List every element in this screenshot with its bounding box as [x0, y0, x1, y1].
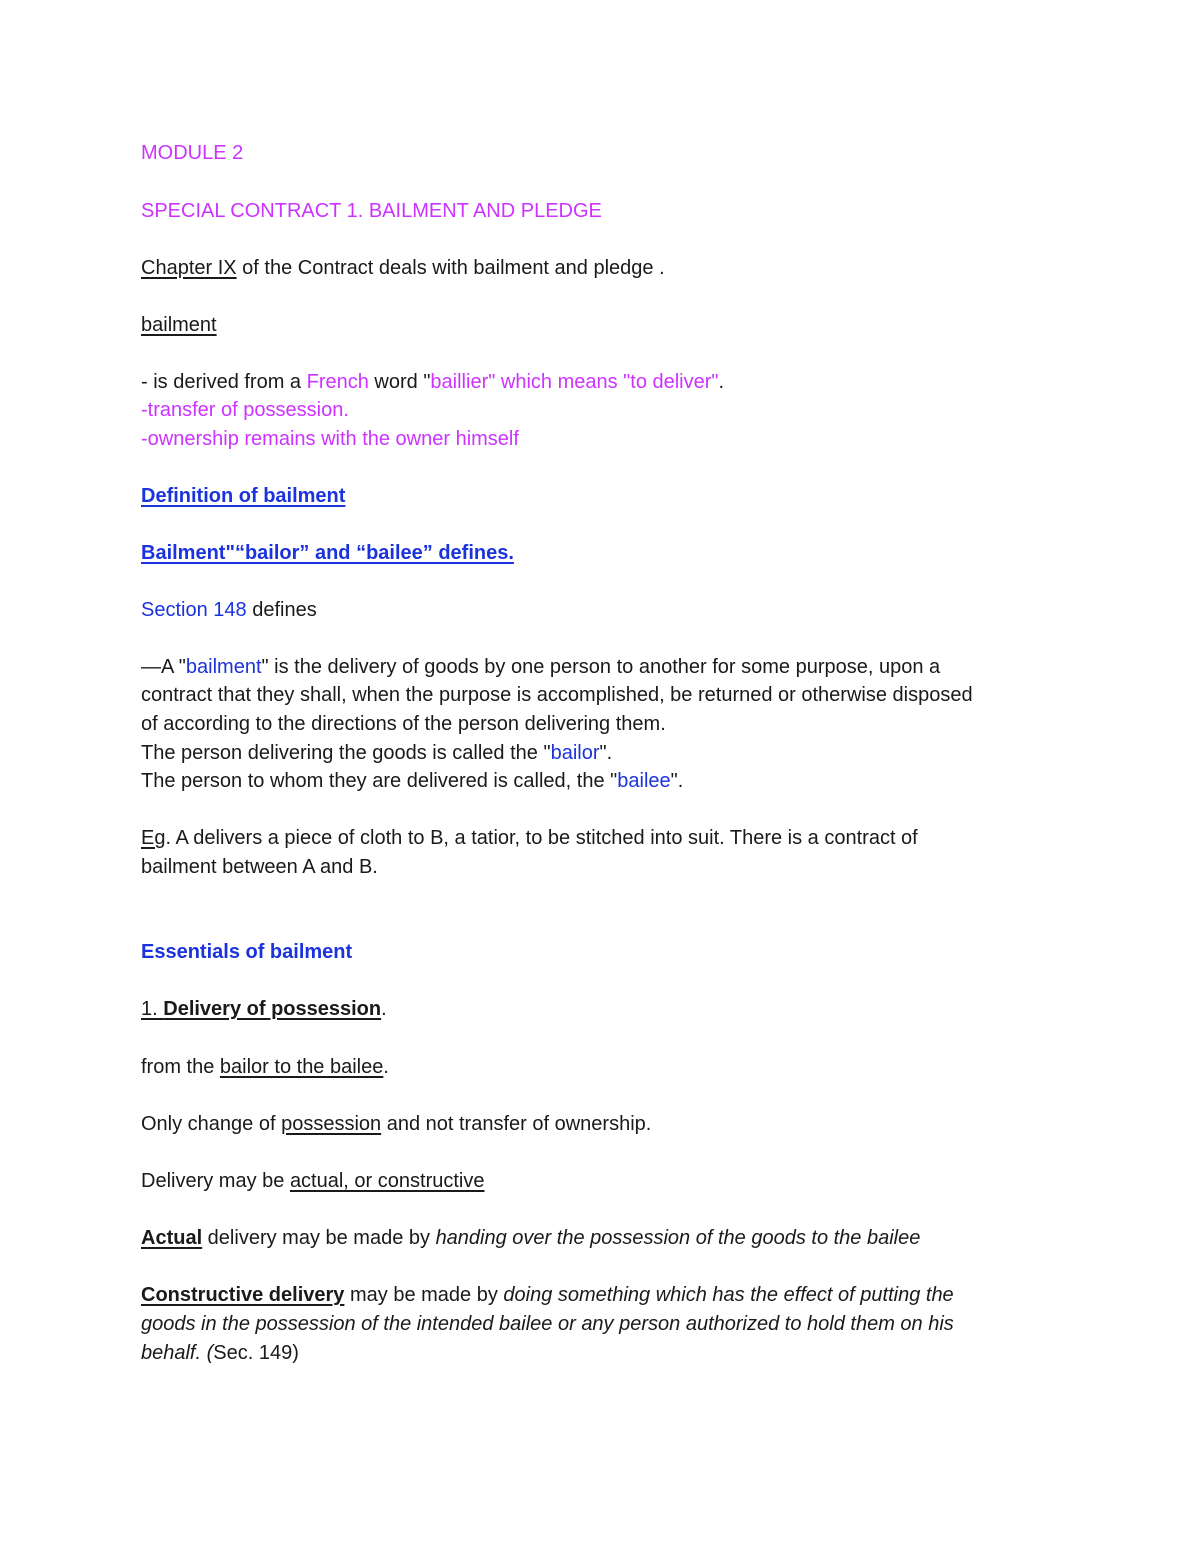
bailor-text: The person delivering the goods is called the " — [141, 742, 551, 764]
derivation-text: - is derived from a — [141, 371, 307, 393]
bailor-line — [141, 739, 612, 767]
example-text: . A delivers a piece of cloth to B, a tatior, to be stitched into suit. There is a contract of — [165, 827, 918, 849]
transfer-line: -transfer of possession. — [141, 399, 349, 421]
definition-text: —A " — [141, 656, 186, 678]
module-title: MODULE 2 — [141, 142, 244, 164]
from-line — [141, 1053, 389, 1081]
only-change-line — [141, 1110, 651, 1138]
actual-text: delivery may be made by — [202, 1227, 436, 1249]
delivery-may-line — [141, 1167, 484, 1195]
definition-heading: Definition of bailment — [141, 485, 346, 507]
section-text: defines — [246, 599, 317, 621]
special-contract-title: SPECIAL CONTRACT 1. BAILMENT AND PLEDGE — [141, 200, 602, 222]
essentials-heading: Essentials of bailment — [141, 941, 353, 963]
definition-line-2: contract that they shall, when the purpose is accomplished, be returned or otherwise disposed — [141, 684, 973, 706]
from-text: from the — [141, 1056, 220, 1078]
delivery-types: actual, or constructive — [289, 1170, 485, 1192]
example-label: Eg — [141, 827, 166, 849]
constructive-text: may be made by — [344, 1284, 504, 1306]
constructive-behalf: behalf. ( — [141, 1342, 214, 1364]
actual-definition: handing over the possession of the goods to the bailee — [435, 1227, 921, 1249]
essential-title: Delivery of possession — [163, 998, 382, 1020]
constructive-definition: doing something which has the effect of putting the — [503, 1284, 954, 1306]
term-bailee: bailee — [617, 770, 671, 792]
definition-line-3: of according to the directions of the person delivering them. — [141, 713, 666, 735]
chapter-text: of the Contract deals with bailment and pledge . — [236, 257, 665, 279]
essential-end: . — [381, 998, 387, 1020]
essential-1-heading — [141, 995, 387, 1023]
section-149-ref: Sec. 149) — [213, 1342, 299, 1364]
actual-term: Actual — [141, 1227, 203, 1249]
chapter-ref: Chapter IX — [141, 257, 237, 279]
derivation-meaning: baillier" which means "to deliver" — [430, 371, 719, 393]
definition-line-1 — [141, 653, 940, 681]
definition-text: " is the delivery of goods by one person to another for some purpose, upon a — [261, 656, 941, 678]
term-bailor: bailor — [550, 742, 600, 764]
defines-heading: Bailment"“bailor” and “bailee” defines. — [141, 542, 514, 564]
term-bailment: bailment — [185, 656, 262, 678]
chapter-line — [141, 254, 665, 282]
delivery-may-text: Delivery may be — [141, 1170, 290, 1192]
section-ref: Section 148 — [141, 599, 247, 621]
bailee-end: ". — [670, 770, 684, 792]
ownership-line: -ownership remains with the owner himself — [141, 428, 519, 450]
from-end: . — [383, 1056, 389, 1078]
bailee-line — [141, 767, 683, 795]
constructive-line-1 — [141, 1281, 954, 1309]
constructive-line-3 — [141, 1339, 299, 1367]
from-parties: bailor to the bailee — [219, 1056, 384, 1078]
actual-line — [141, 1224, 920, 1252]
possession-term: possession — [281, 1113, 382, 1135]
example-line-1 — [141, 824, 918, 852]
derivation-line — [141, 368, 724, 396]
essential-number: 1. — [141, 998, 164, 1020]
bailor-end: ". — [599, 742, 613, 764]
constructive-term: Constructive delivery — [141, 1284, 345, 1306]
bailee-text: The person to whom they are delivered is called, the " — [141, 770, 618, 792]
bailment-heading: bailment — [141, 314, 217, 336]
derivation-period: . — [718, 371, 725, 393]
section-line — [141, 596, 317, 624]
derivation-french: French — [306, 371, 369, 393]
constructive-line-2: goods in the possession of the intended bailee or any person authorized to hold them on his — [141, 1313, 954, 1335]
derivation-text-2: word " — [368, 371, 431, 393]
only-change-end: and not transfer of ownership. — [381, 1113, 652, 1135]
example-line-2: bailment between A and B. — [141, 856, 378, 878]
only-change-text: Only change of — [141, 1113, 282, 1135]
